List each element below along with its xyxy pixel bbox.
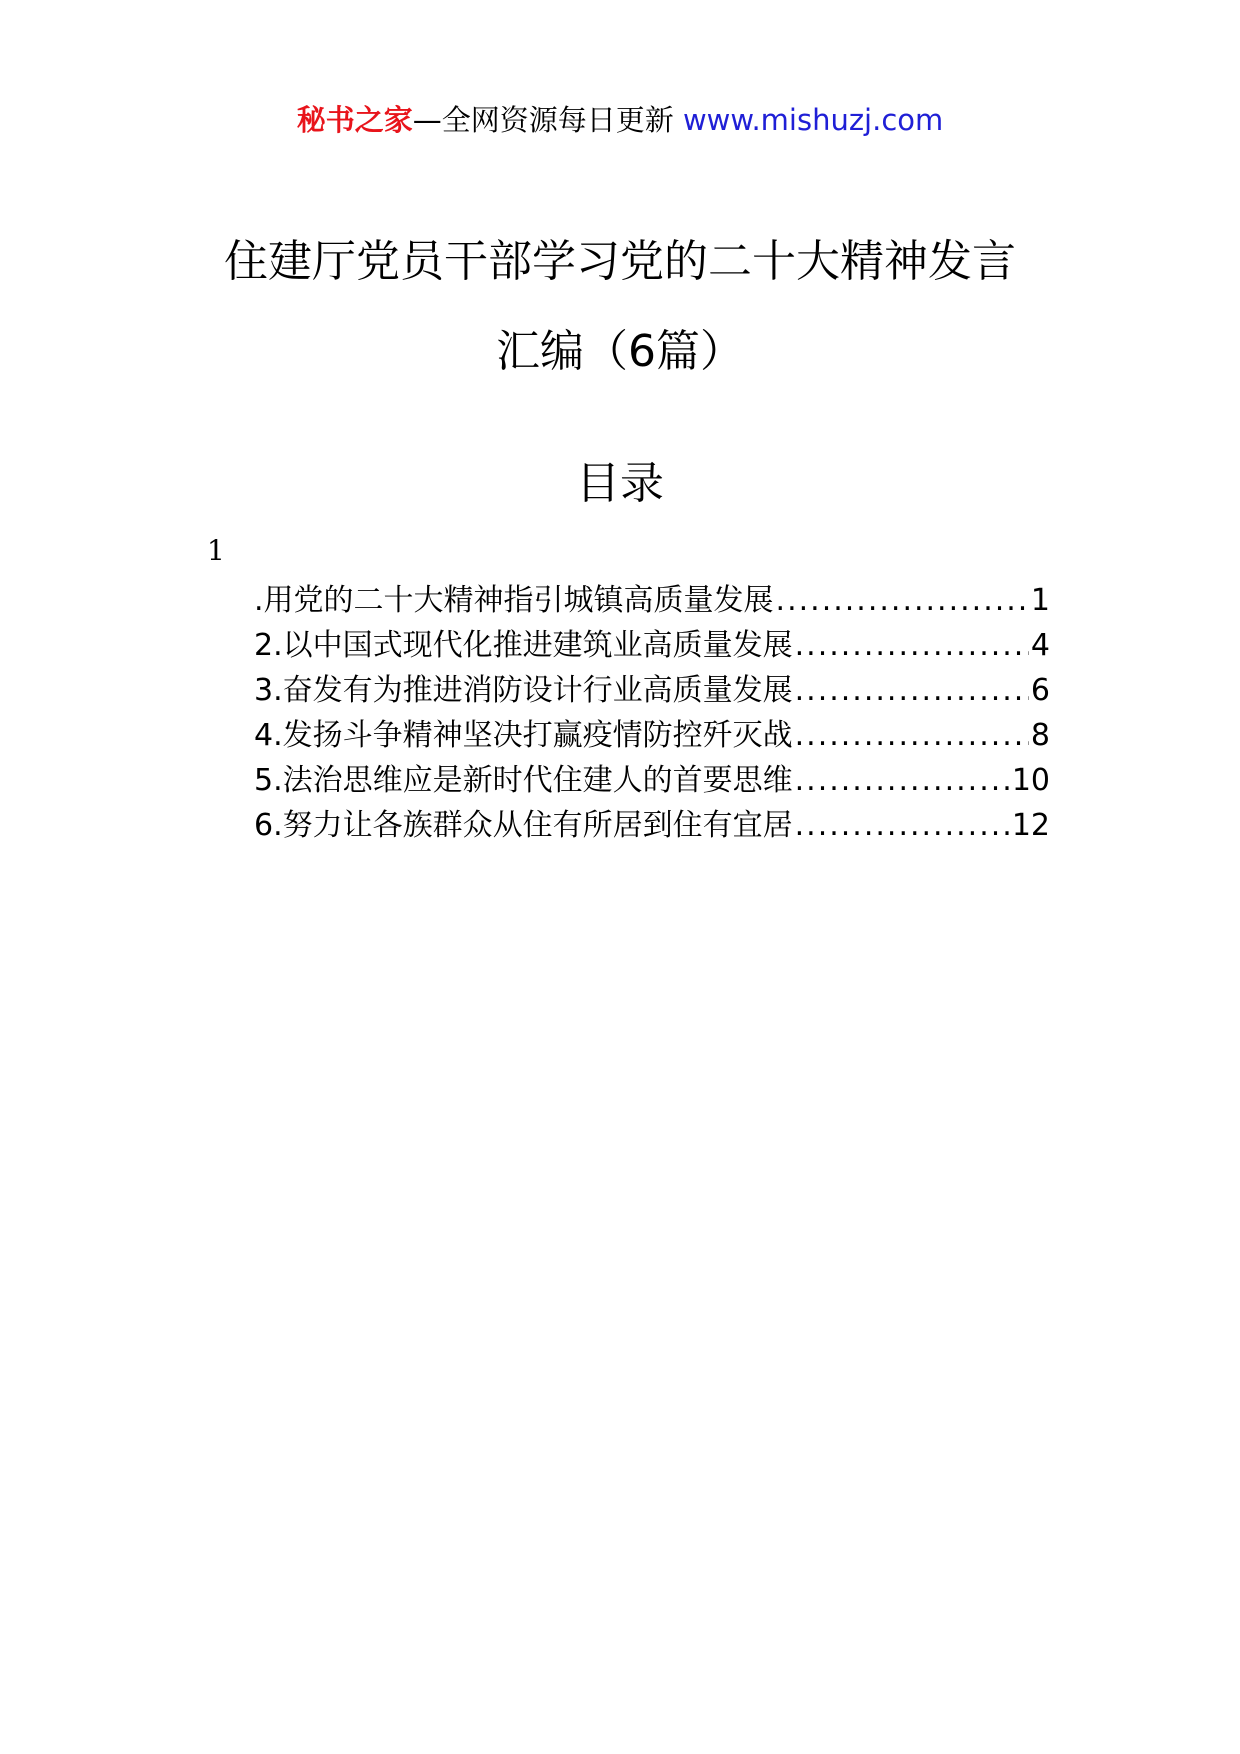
toc-page-number: 12 [1011, 808, 1050, 843]
toc-dot-leader [795, 623, 1029, 668]
toc-dot-leader [795, 803, 1010, 848]
site-brand: 秘书之家 [296, 103, 413, 137]
toc-page-number: 8 [1030, 718, 1050, 753]
toc-item-label: 4.发扬斗争精神坚决打赢疫情防控歼灭战 [254, 718, 793, 753]
toc-item-2[interactable] [254, 623, 1050, 668]
document-title-line-2: 汇编（6篇） [496, 326, 744, 377]
toc-item-5[interactable] [254, 758, 1050, 803]
site-header [0, 100, 1240, 140]
toc-item-label: .用党的二十大精神指引城镇高质量发展 [254, 583, 774, 618]
toc-dot-leader [795, 668, 1029, 713]
toc-page-number: 1 [1030, 583, 1050, 618]
toc-stray-number: 1 [207, 534, 225, 567]
toc-dot-leader [776, 578, 1029, 623]
toc-dot-leader [795, 713, 1029, 758]
toc-item-1[interactable] [254, 578, 1050, 623]
toc-item-label: 6.努力让各族群众从住有所居到住有宜居 [254, 808, 793, 843]
toc-item-3[interactable] [254, 668, 1050, 713]
document-title-line-1: 住建厅党员干部学习党的二十大精神发言 [224, 236, 1016, 287]
toc-page-number: 10 [1011, 763, 1050, 798]
table-of-contents [254, 578, 1050, 848]
site-tagline: —全网资源每日更新 [412, 103, 674, 137]
toc-page-number: 4 [1030, 628, 1050, 663]
toc-item-label: 3.奋发有为推进消防设计行业高质量发展 [254, 673, 793, 708]
toc-heading: 目录 [576, 458, 664, 509]
toc-page-number: 6 [1030, 673, 1050, 708]
toc-item-6[interactable] [254, 803, 1050, 848]
toc-item-label: 5.法治思维应是新时代住建人的首要思维 [254, 763, 793, 798]
toc-item-4[interactable] [254, 713, 1050, 758]
toc-dot-leader [795, 758, 1010, 803]
toc-item-label: 2.以中国式现代化推进建筑业高质量发展 [254, 628, 793, 663]
site-url-link[interactable]: www.mishuzj.com [682, 103, 944, 137]
